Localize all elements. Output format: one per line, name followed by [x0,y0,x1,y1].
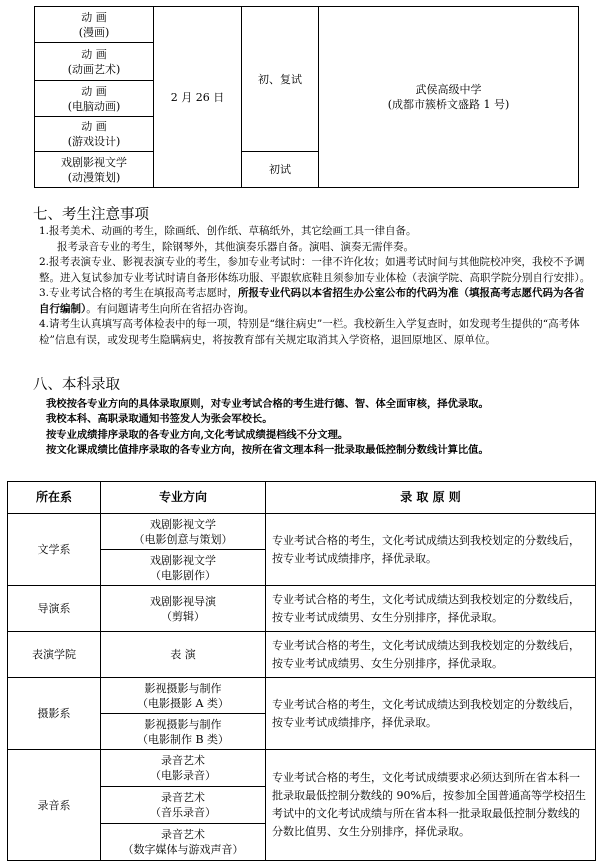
rule-cell: 专业考试合格的考生，文化考试成绩要求必须达到所在省本科一批录取最低控制分数线的 90%后，按参加全国普通高等学校招生考试中的文化考试成绩与所在省本科一批录取最低控制分数线的分数比值男、女生分别排序，择优录取。 [266,750,596,861]
note-1b: 报考录音专业的考生，除钢琴外，其他演奏乐器自备。演唱、演奏无需伴奏。 [57,240,414,253]
major-cell: 动 画 (游戏设计) [35,117,154,152]
major-cell: 录音艺术 （电影录音） [101,750,266,787]
section-8-title: 八、本科录取 [33,377,120,393]
exam-type-cell: 初试 [242,152,319,188]
exam-type-cell: 初、复试 [242,7,319,152]
note-1a: 1.报考美术、动画的考生，除画纸、创作纸、草稿纸外，其它绘画工具一律自备。 [39,225,417,237]
major-cell: 影视摄影与制作 （电影摄影 A 类） [101,678,266,714]
major-cell: 影视摄影与制作 （电影制作 B 类） [101,714,266,750]
major-cell: 戏剧影视文学 (动漫策划) [35,152,154,188]
major-cell: 戏剧影视文学 （电影创意与策划） [101,514,266,550]
note-4: 4.请考生认真填写高考体检表中的每一项，特别是“继往病史”一栏。我校新生入学复查时，如发现考生提供的“高考体检”信息有误，或发现考生隐瞒病史，将按教育部有关规定取消其入学资格，退回原地区、原单位。 [39,318,580,346]
department-cell: 摄影系 [8,678,101,750]
rule-cell: 专业考试合格的考生，文化考试成绩达到我校划定的分数线后，按专业考试成绩排序，择优录取。 [266,514,596,586]
major-cell: 动 画 (漫画) [35,7,154,43]
exam-date: 2 月 26 日 [154,7,242,188]
header-major: 专业方向 [101,482,266,514]
admission-line-4: 按文化课成绩比值排序录取的各专业方向，按所在省文理本科一批录取最低控制分数线计算比值。 [46,444,489,456]
header-rule: 录 取 原 则 [266,482,596,514]
department-cell: 表演学院 [8,632,101,678]
header-department: 所在系 [8,482,101,514]
rule-cell: 专业考试合格的考生，文化考试成绩达到我校划定的分数线后，按专业考试成绩排序，择优录取。 [266,678,596,750]
department-cell: 文学系 [8,514,101,586]
admission-line-1: 我校按各专业方向的具体录取原则，对专业考试合格的考生进行德、智、体全面审核，择优录取。 [46,398,489,410]
major-cell: 录音艺术 （数字媒体与游戏声音） [101,824,266,861]
major-cell: 录音艺术 （音乐录音） [101,787,266,824]
major-cell: 戏剧影视导演 （剪辑） [101,586,266,632]
rule-cell: 专业考试合格的考生，文化考试成绩达到我校划定的分数线后，按专业考试成绩男、女生分别排序，择优录取。 [266,586,596,632]
major-cell: 动 画 (动画艺术) [35,43,154,81]
exam-location: 武侯高级中学 (成都市簇桥文盛路 1 号) [319,7,579,188]
department-cell: 导演系 [8,586,101,632]
major-cell: 动 画 (电脑动画) [35,81,154,117]
section-7-body [21,224,591,348]
admission-line-2: 我校本科、高职录取通知书签发人为张会军校长。 [46,413,273,425]
major-cell: 表 演 [101,632,266,678]
major-cell: 戏剧影视文学 （电影剧作） [101,550,266,586]
note-3: 3.专业考试合格的考生在填报高考志愿时，所报专业代码以本省招生办公室公布的代码为准（填报高考志愿代码为各省自行编制）。有问题请考生向所在省招办咨询。 [39,287,585,315]
department-cell: 录音系 [8,750,101,861]
admission-line-3: 按专业成绩排序录取的各专业方向,文化考试成绩提档线不分文理。 [46,429,349,441]
rule-cell: 专业考试合格的考生，文化考试成绩达到我校划定的分数线后，按专业考试成绩男、女生分别排序，择优录取。 [266,632,596,678]
note-2: 2.报考表演专业、影视表演专业的考生，参加专业考试时：一律不许化妆；如遇考试时间与其他院校冲突，我校不予调整。进入复试参加专业考试时请自备形体练功服、平跟软底鞋且须参加专业体检（表演学院、高职学院分别自行安排）。 [39,256,591,284]
exam-schedule-table [34,6,579,188]
section-7-title: 七、考生注意事项 [33,207,149,223]
admission-rules-table [7,481,596,861]
